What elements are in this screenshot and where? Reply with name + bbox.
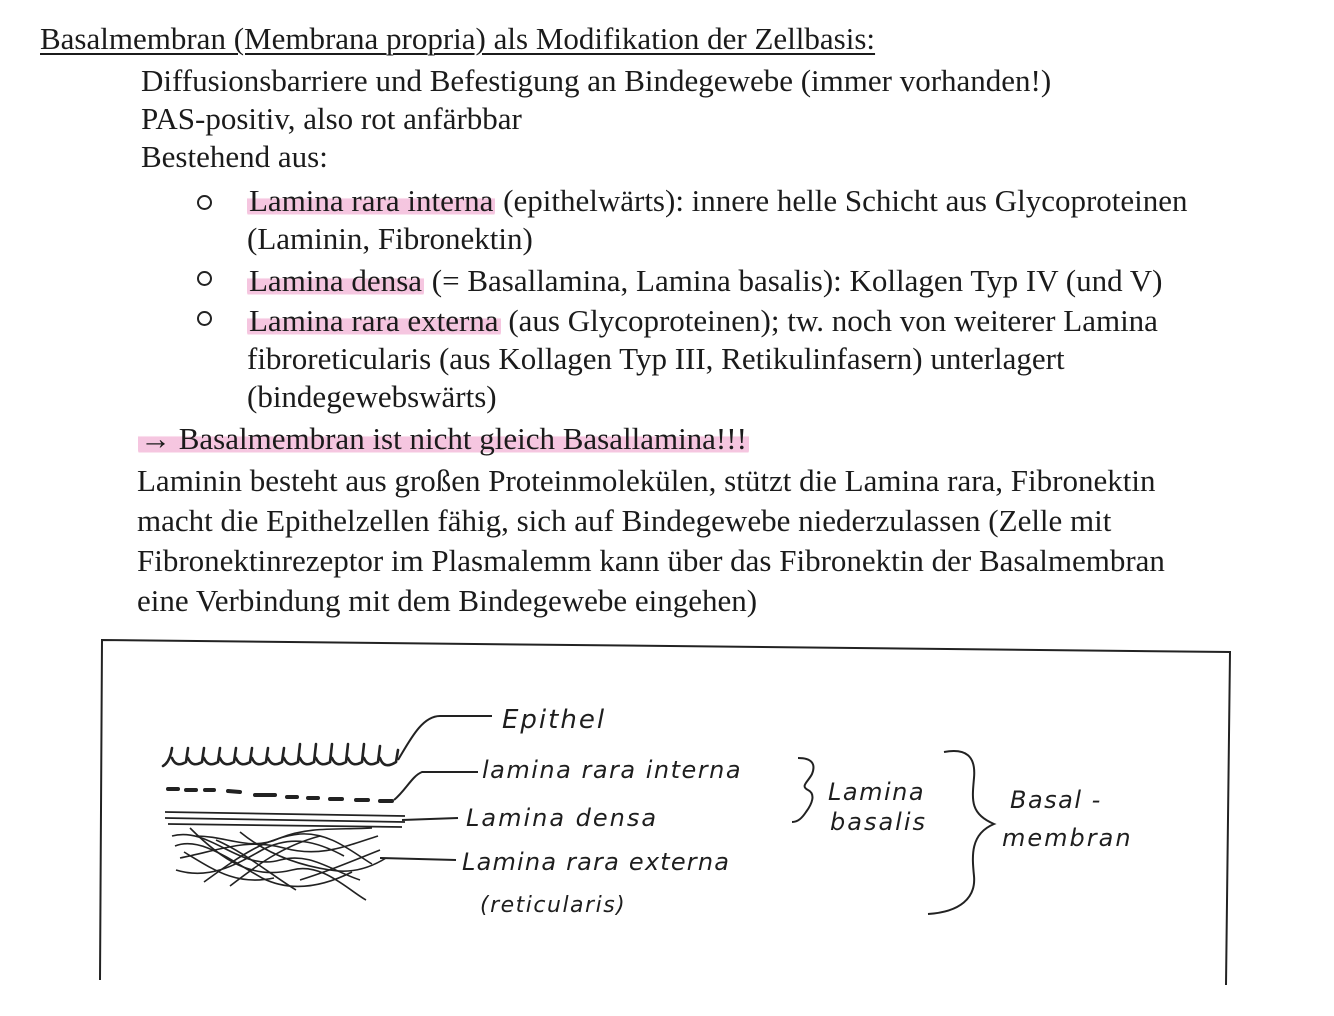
label-basalmembran-line-2: membran [1002, 824, 1133, 852]
bullet-2-text: (= Basallamina, Lamina basalis): Kollagen Typ IV (und V) [424, 263, 1163, 298]
arrow-note-text: Basalmembran ist nicht gleich Basallamina!!! [178, 421, 747, 456]
bullet-1-text: (epithelwärts): innere helle Schicht aus Glycoproteinen [495, 183, 1188, 218]
lamina-densa-drawing [165, 812, 405, 827]
intro-line-pas: PAS-positiv, also rot anfärbbar [141, 101, 522, 136]
lamina-basalis-brace [792, 758, 813, 822]
label-lamina-densa: Lamina densa [466, 804, 659, 832]
label-basalmembran-line-1: Basal - [1010, 786, 1102, 814]
bullet-3-text: (aus Glycoproteinen); tw. noch von weiterer Lamina [500, 303, 1158, 338]
lamina-rara-interna-drawing [168, 789, 392, 801]
intro-line-diffusion: Diffusionsbarriere und Befestigung an Bindegewebe (immer vorhanden!) [141, 63, 1052, 98]
label-lamina-rara-externa: Lamina rara externa [462, 848, 731, 876]
label-lamina-basalis-line-2: basalis [830, 808, 927, 836]
paragraph-line-3: Fibronektinrezeptor im Plasmalemm kann über das Fibronektin der Basalmembran [137, 543, 1165, 578]
document-title: Basalmembran (Membrana propria) als Modifikation der Zellbasis: [40, 21, 876, 56]
bullet-3-line-2: fibroreticularis (aus Kollagen Typ III, Retikulinfasern) unterlagert [247, 341, 1065, 376]
paragraph-line-2: macht die Epithelzellen fähig, sich auf Bindegewebe niederzulassen (Zelle mit [137, 503, 1112, 538]
intro-line-bestehend: Bestehend aus: [141, 139, 328, 174]
bullet-1-line-2: (Laminin, Fibronektin) [247, 221, 533, 256]
label-epithel: Epithel [502, 705, 607, 735]
arrow-glyph: → [140, 421, 171, 456]
paragraph-line-1: Laminin besteht aus großen Proteinmolekülen, stützt die Lamina rara, Fibronektin [137, 463, 1156, 498]
label-reticularis: (reticularis) [480, 893, 627, 918]
label-pointer-lines [380, 716, 492, 860]
basalmembran-brace [928, 751, 994, 914]
bullet-3-line-3: (bindegewebswärts) [247, 379, 497, 414]
label-lamina-basalis-line-1: Lamina [828, 778, 926, 806]
epithel-drawing [163, 744, 398, 766]
highlight-lamina-densa: Lamina densa [249, 263, 423, 298]
paragraph-line-4: eine Verbindung mit dem Bindegewebe eingehen) [137, 583, 758, 618]
label-lamina-rara-interna: lamina rara interna [482, 756, 743, 784]
highlight-lamina-rara-externa: Lamina rara externa [249, 303, 499, 338]
highlight-lamina-rara-interna: Lamina rara interna [249, 183, 494, 218]
lamina-rara-externa-drawing [172, 828, 386, 900]
